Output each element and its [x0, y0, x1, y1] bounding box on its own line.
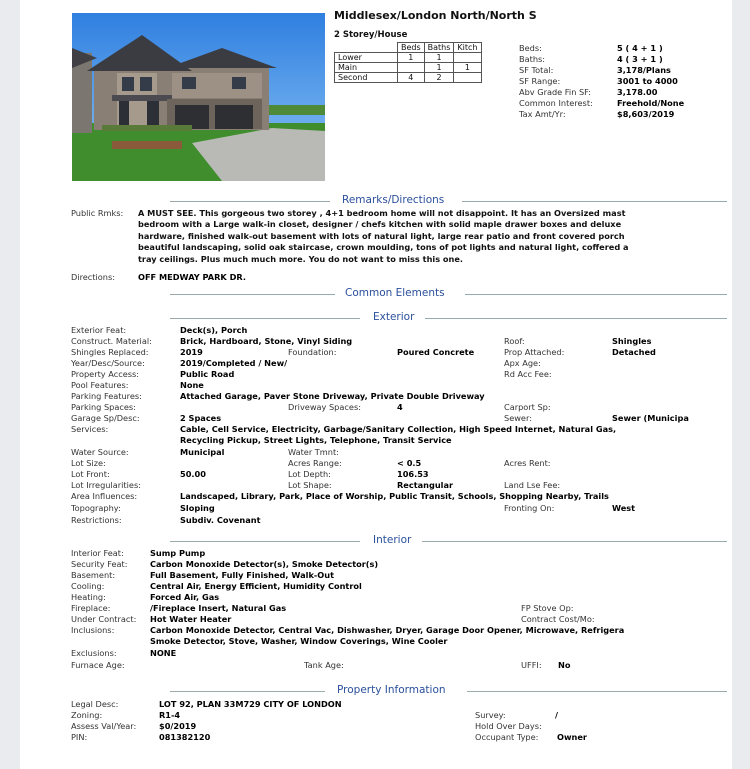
exterior-feat-label: Exterior Feat: [71, 325, 127, 335]
rd-acc-fee-label: Rd Acc Fee: [504, 369, 552, 379]
property-access-label: Property Access: [71, 369, 140, 379]
listing-style: 2 Storey/House [334, 30, 408, 40]
room-level: Lower [335, 53, 398, 63]
rooms-table [334, 42, 482, 83]
lot-front-value: 50.00 [180, 469, 206, 479]
interior-section-title: Interior [373, 534, 412, 546]
summary-sf-range-value: 3001 to 4000 [617, 76, 678, 86]
public-remarks [138, 208, 698, 265]
public-remarks-label: Public Rmks: [71, 208, 124, 218]
common-section-title: Common Elements [345, 287, 445, 299]
uffi-value: No [558, 660, 571, 670]
summary-sf-total-value: 3,178/Plans [617, 65, 671, 75]
prop-attached-value: Detached [612, 347, 656, 357]
remarks-line: hardware, finished walk-out basement with lots of natural light, large rear patio and front covered porch [138, 230, 625, 241]
lot-shape-value: Rectangular [397, 480, 454, 490]
under-contract-value: Hot Water Heater [150, 614, 232, 624]
remarks-lead: A MUST SEE. [138, 208, 197, 218]
property-section-header [170, 684, 730, 698]
pool-label: Pool Features: [71, 380, 129, 390]
carport-label: Carport Sp: [504, 402, 551, 412]
rooms-header-baths: Baths [424, 43, 454, 53]
water-tmnt-label: Water Tmnt: [288, 447, 339, 457]
assess-value: $0/2019 [159, 721, 197, 731]
lot-shape-label: Lot Shape: [288, 480, 332, 490]
foundation-value: Poured Concrete [397, 347, 475, 357]
room-kitch [454, 53, 481, 63]
property-section-title: Property Information [337, 684, 446, 696]
lot-depth-value: 106.53 [397, 469, 429, 479]
summary-sf-total-label: SF Total: [519, 65, 554, 75]
occupant-label: Occupant Type: [475, 732, 539, 742]
lot-front-label: Lot Front: [71, 469, 110, 479]
tank-age-label: Tank Age: [304, 660, 344, 670]
restrictions-value: Subdiv. Covenant [180, 515, 261, 525]
driveway-spaces-label: Driveway Spaces: [288, 402, 361, 412]
remarks-section-title: Remarks/Directions [342, 194, 445, 206]
restrictions-label: Restrictions: [71, 515, 122, 525]
basement-value: Full Basement, Fully Finished, Walk-Out [150, 570, 334, 580]
construct-value: Brick, Hardboard, Stone, Vinyl Siding [180, 336, 353, 346]
services-label: Services: [71, 424, 109, 434]
zoning-label: Zoning: [71, 710, 103, 720]
summary-baths-label: Baths: [519, 54, 546, 64]
assess-label: Assess Val/Year: [71, 721, 137, 731]
remarks-line: beautiful landscaping, solid oak staircase, crown moulding, tons of pot lights and natural light, coffered a [138, 242, 629, 253]
fireplace-value: /Fireplace Insert, Natural Gas [150, 603, 287, 613]
cooling-label: Cooling: [71, 581, 105, 591]
interior-feat-value: Sump Pump [150, 548, 206, 558]
room-baths: 1 [424, 53, 454, 63]
room-level: Second [335, 73, 398, 83]
roof-label: Roof: [504, 336, 525, 346]
garage-label: Garage Sp/Desc: [71, 413, 140, 423]
fireplace-label: Fireplace: [71, 603, 111, 613]
room-beds: 1 [398, 53, 425, 63]
rooms-header-kitch: Kitch [454, 43, 481, 53]
cooling-value: Central Air, Energy Efficient, Humidity Control [150, 581, 362, 591]
uffi-label: UFFI: [521, 660, 542, 670]
area-influences-label: Area Influences: [71, 491, 138, 501]
legal-desc-label: Legal Desc: [71, 699, 119, 709]
table-row [335, 53, 482, 63]
roof-value: Shingles [612, 336, 652, 346]
room-level: Main [335, 63, 398, 73]
occupant-value: Owner [557, 732, 587, 742]
under-contract-label: Under Contract: [71, 614, 137, 624]
foundation-label: Foundation: [288, 347, 337, 357]
interior-section-header [170, 534, 730, 548]
room-baths: 1 [424, 63, 454, 73]
sewer-label: Sewer: [504, 413, 532, 423]
prop-attached-label: Prop Attached: [504, 347, 565, 357]
inclusions-value-line2: Smoke Detector, Stove, Washer, Window Coverings, Wine Cooler [150, 636, 448, 646]
contract-cost-label: Contract Cost/Mo: [521, 614, 595, 624]
summary-common-interest-label: Common Interest: [519, 98, 593, 108]
year-desc-label: Year/Desc/Source: [71, 358, 145, 368]
water-source-value: Municipal [180, 447, 225, 457]
furnace-age-label: Furnace Age: [71, 660, 125, 670]
summary-beds-label: Beds: [519, 43, 542, 53]
summary-beds-value: 5 ( 4 + 1 ) [617, 43, 663, 53]
services-value-line1: Cable, Cell Service, Electricity, Garbage/Sanitary Collection, High Speed Internet, Natural Gas, [180, 424, 617, 434]
room-kitch: 1 [454, 63, 481, 73]
property-access-value: Public Road [180, 369, 235, 379]
topography-label: Topography: [71, 503, 121, 513]
table-row [335, 73, 482, 83]
shingles-label: Shingles Replaced: [71, 347, 149, 357]
table-row [335, 63, 482, 73]
fronting-value: West [612, 503, 636, 513]
summary-tax-label: Tax Amt/Yr: [519, 109, 566, 119]
area-influences-value: Landscaped, Library, Park, Place of Worship, Public Transit, Schools, Shopping Nearby, Trails [180, 491, 609, 501]
remarks-line: tray ceilings. Plus much much more. You do not want to miss this one. [138, 253, 464, 264]
acres-rent-label: Acres Rent: [504, 458, 551, 468]
directions-value: OFF MEDWAY PARK DR. [138, 272, 246, 282]
exterior-feat-value: Deck(s), Porch [180, 325, 248, 335]
acres-range-label: Acres Range: [288, 458, 342, 468]
summary-sf-range-label: SF Range: [519, 76, 561, 86]
room-beds [398, 63, 425, 73]
acres-range-value: < 0.5 [397, 458, 422, 468]
common-section-header [170, 287, 730, 301]
water-source-label: Water Source: [71, 447, 129, 457]
survey-label: Survey: [475, 710, 506, 720]
room-baths: 2 [424, 73, 454, 83]
services-value-line2: Recycling Pickup, Street Lights, Telephone, Transit Service [180, 435, 452, 445]
driveway-spaces-value: 4 [397, 402, 403, 412]
remarks-section-header [170, 194, 730, 208]
lot-size-label: Lot Size: [71, 458, 106, 468]
parking-spaces-label: Parking Spaces: [71, 402, 136, 412]
pool-value: None [180, 380, 204, 390]
house-photo [72, 13, 325, 181]
summary-abv-grade-label: Abv Grade Fin SF: [519, 87, 592, 97]
exclusions-value: NONE [150, 648, 177, 658]
room-kitch [454, 73, 481, 83]
fp-stove-label: FP Stove Op: [521, 603, 574, 613]
heating-value: Forced Air, Gas [150, 592, 220, 602]
fronting-label: Fronting On: [504, 503, 555, 513]
security-feat-value: Carbon Monoxide Detector(s), Smoke Detector(s) [150, 559, 379, 569]
summary-tax-value: $8,603/2019 [617, 109, 675, 119]
land-lse-fee-label: Land Lse Fee: [504, 480, 561, 490]
exterior-section-title: Exterior [373, 311, 415, 323]
pin-value: 081382120 [159, 732, 211, 742]
summary-abv-grade-value: 3,178.00 [617, 87, 658, 97]
parking-features-value: Attached Garage, Paver Stone Driveway, Private Double Driveway [180, 391, 485, 401]
apx-age-label: Apx Age: [504, 358, 541, 368]
remarks-line: This gorgeous two storey , 4+1 bedroom home will not disappoint. It has an Oversized mast [199, 208, 626, 218]
heating-label: Heating: [71, 592, 106, 602]
exterior-section-header [170, 311, 730, 325]
inclusions-label: Inclusions: [71, 625, 115, 635]
remarks-line: bedroom with a Large walk-in closet, designer / chefs kitchen with solid maple drawer boxes and deluxe [138, 219, 622, 230]
basement-label: Basement: [71, 570, 116, 580]
summary-common-interest-value: Freehold/None [617, 98, 685, 108]
rooms-header-beds: Beds [398, 43, 425, 53]
zoning-value: R1-4 [159, 710, 181, 720]
parking-features-label: Parking Features: [71, 391, 142, 401]
lot-depth-label: Lot Depth: [288, 469, 331, 479]
hold-over-label: Hold Over Days: [475, 721, 542, 731]
security-feat-label: Security Feat: [71, 559, 128, 569]
lot-irregularities-label: Lot Irregularities: [71, 480, 141, 490]
listing-location: Middlesex/London North/North S [334, 9, 537, 22]
interior-feat-label: Interior Feat: [71, 548, 124, 558]
listing-sheet [20, 0, 732, 769]
garage-value: 2 Spaces [180, 413, 222, 423]
construct-label: Construct. Material: [71, 336, 152, 346]
inclusions-value-line1: Carbon Monoxide Detector, Central Vac, Dishwasher, Dryer, Garage Door Opener, Microwave, Refrigera [150, 625, 625, 635]
shingles-value: 2019 [180, 347, 203, 357]
year-desc-value: 2019/Completed / New/ [180, 358, 288, 368]
survey-value: / [555, 710, 558, 720]
summary-baths-value: 4 ( 3 + 1 ) [617, 54, 663, 64]
pin-label: PIN: [71, 732, 88, 742]
legal-desc-value: LOT 92, PLAN 33M729 CITY OF LONDON [159, 699, 342, 709]
sewer-value: Sewer (Municipa [612, 413, 689, 423]
exclusions-label: Exclusions: [71, 648, 117, 658]
topography-value: Sloping [180, 503, 215, 513]
directions-label: Directions: [71, 272, 116, 282]
room-beds: 4 [398, 73, 425, 83]
